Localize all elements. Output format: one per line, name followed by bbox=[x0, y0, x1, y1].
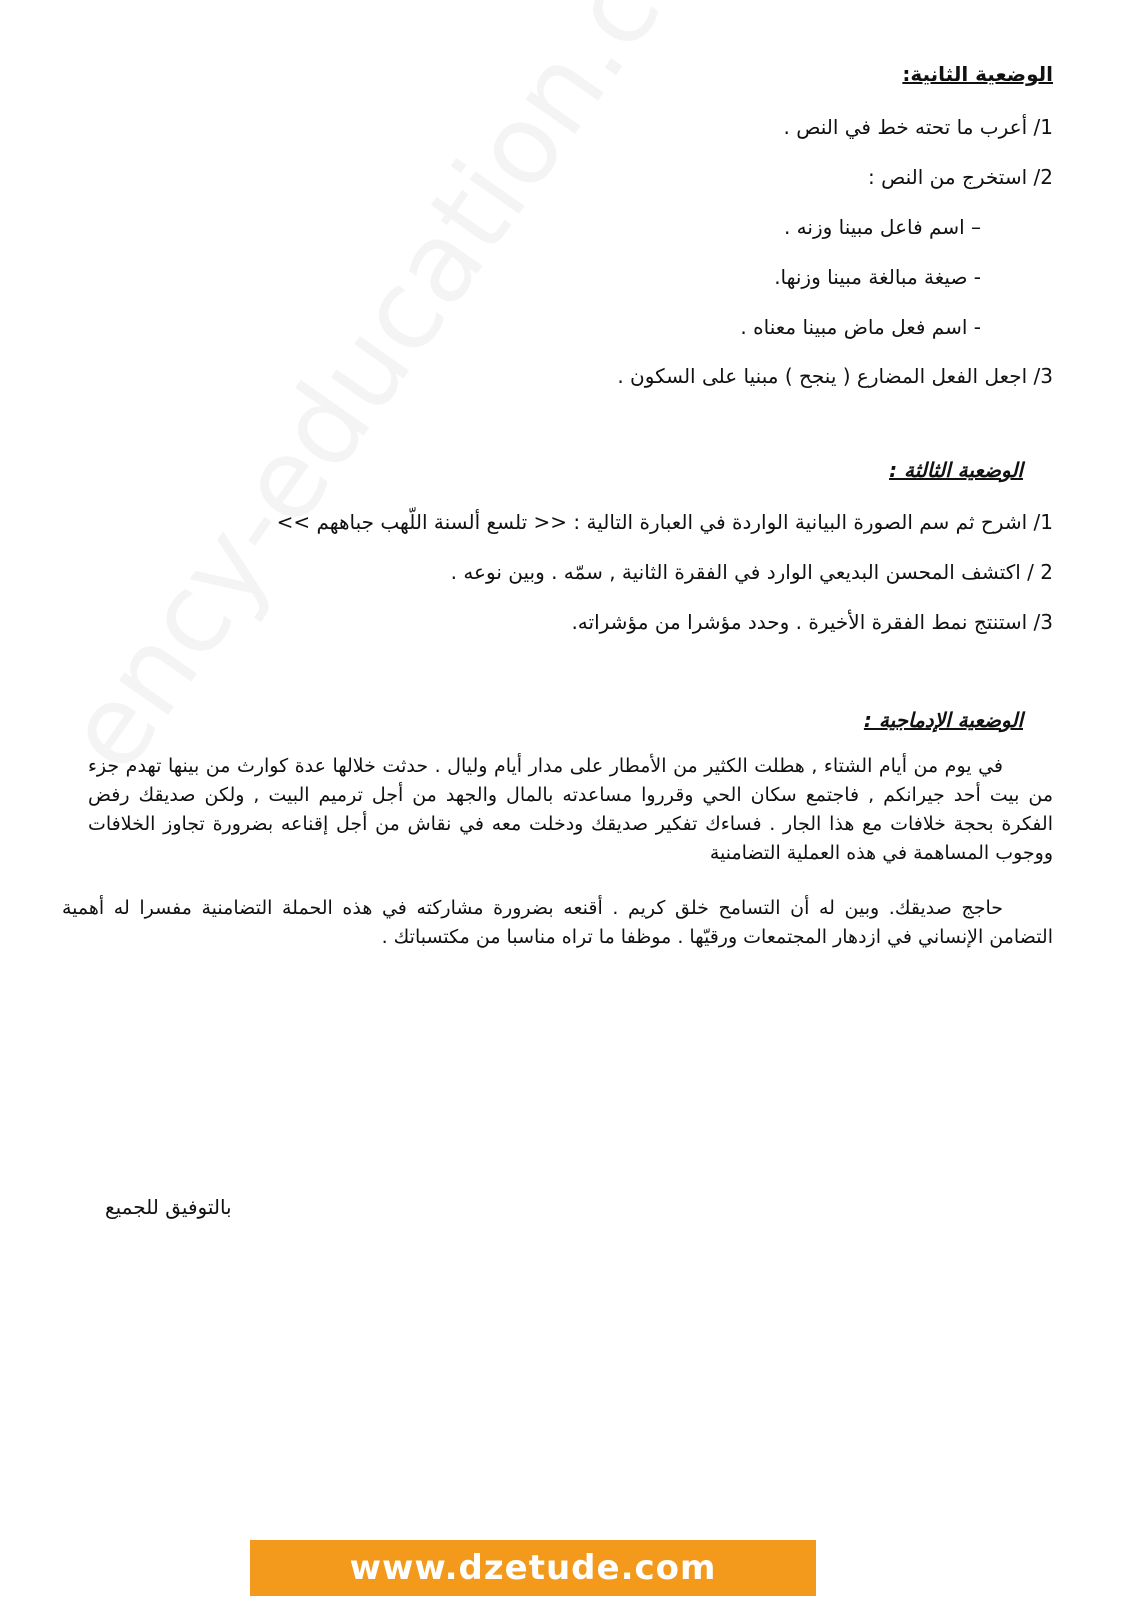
section3-heading: الوضعية الثالثة : bbox=[889, 458, 1023, 482]
footer-banner-link[interactable]: www.dzetude.com bbox=[250, 1540, 816, 1596]
section3-question-2: 2 / اكتشف المحسن البديعي الوارد في الفقرة الثانية , سمّه . وبين نوعه . bbox=[450, 560, 1053, 584]
integration-heading: الوضعية الإدماجية : bbox=[863, 708, 1023, 732]
integration-paragraph-1-text: في يوم من أيام الشتاء , هطلت الكثير من الأمطار على مدار أيام وليال . حدثت خلالها عدة كوارث من بينها تهدم جزء من بيت أحد جيرانكم , فاجتمع سكان الحي وقرروا مساعدته بالمال والجهد من أجل ترميم البيت , ولكن صديقك رفض الفكرة بحجة خلافات مع هذا الجار . فساءك تفكير صديقك ودخلت معه في نقاش من أجل إقناعه بضرورة تجاوز الخلافات ووجوب المساهمة في هذه العملية التضامنية bbox=[88, 755, 1053, 864]
integration-paragraph-2 bbox=[62, 894, 1053, 952]
section3-question-1: 1/ اشرح ثم سم الصورة البيانية الواردة في العبارة التالية : << تلسع ألسنة اللّهب جباههم >> bbox=[276, 510, 1053, 534]
section2-question-2: 2/ استخرج من النص : bbox=[868, 165, 1053, 189]
integration-paragraph-1 bbox=[88, 752, 1053, 868]
section2-question-1: 1/ أعرب ما تحته خط في النص . bbox=[783, 115, 1053, 139]
integration-paragraph-2-text: حاجج صديقك. وبين له أن التسامح خلق كريم . أقنعه بضرورة مشاركته في هذه الحملة التضامنية مفسرا له أهمية التضامن الإنساني في ازدهار المجتمعات ورقيّها . موظفا ما تراه مناسبا من مكتسباتك . bbox=[62, 897, 1053, 948]
watermark bbox=[40, 0, 833, 793]
section2-question-2-item-b: - صيغة مبالغة مبينا وزنها. bbox=[774, 265, 981, 289]
section2-question-2-item-c: - اسم فعل ماض مبينا معناه . bbox=[740, 315, 981, 339]
closing-wish: بالتوفيق للجميع bbox=[105, 1195, 232, 1219]
section2-question-3: 3/ اجعل الفعل المضارع ( ينجح ) مبنيا على السكون . bbox=[617, 364, 1053, 388]
section2-question-2-item-a: – اسم فاعل مبينا وزنه . bbox=[783, 215, 981, 239]
section2-heading: الوضعية الثانية: bbox=[902, 62, 1053, 86]
section3-question-3: 3/ استنتج نمط الفقرة الأخيرة . وحدد مؤشرا من مؤشراته. bbox=[571, 610, 1053, 634]
